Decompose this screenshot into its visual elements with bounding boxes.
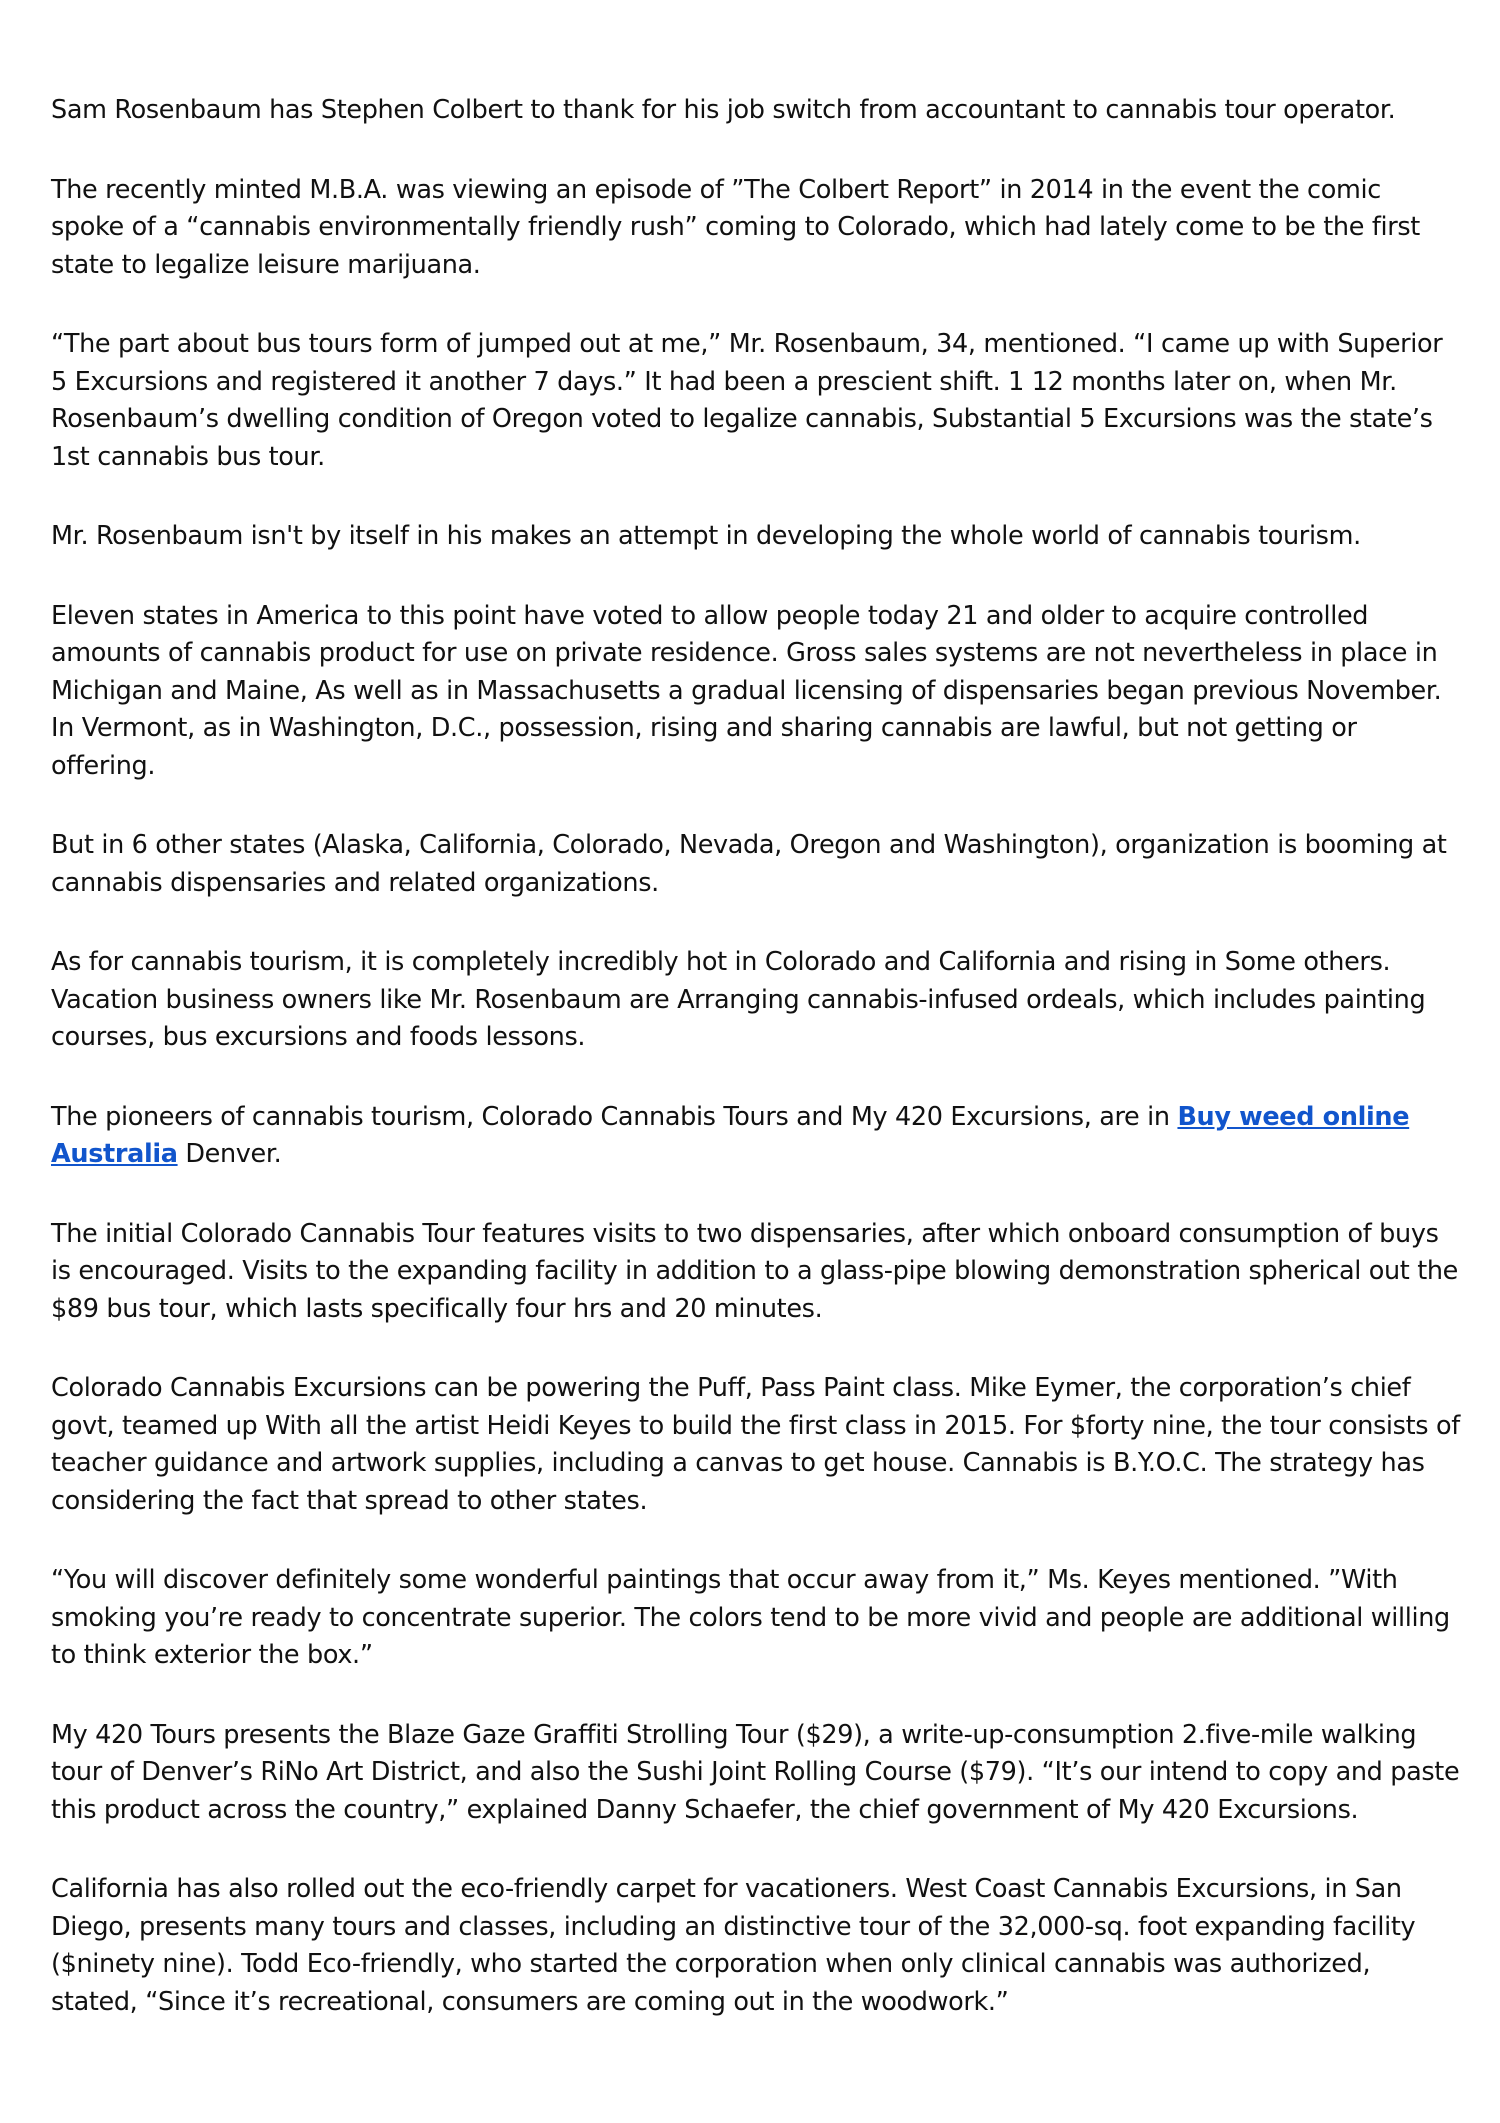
paragraph-2: The recently minted M.B.A. was viewing an episode of ”The Colbert Report” in 2014 in the event the comic spoke of a “cannabis environmentally friendly rush” coming to Colorado, which had lately come to be the first state to legalize leisure marijuana. bbox=[51, 174, 1420, 280]
paragraph-10: Colorado Cannabis Excursions can be powering the Puff, Pass Paint class. Mike Eymer, the corporation’s chief govt, teamed up With all the artist Heidi Keyes to build the first class in 2015. For $forty nine, the tour consists of teacher guidance and artwork supplies, including a canvas to get house. Cannabis is B.Y.O.C. The strategy has considering the fact that spread to other states. bbox=[51, 1373, 1460, 1516]
buy-weed-link[interactable]: Buy weed online Australia bbox=[51, 1101, 1410, 1169]
paragraph-1: Sam Rosenbaum has Stephen Colbert to thank for his job switch from accountant to cannabis tour operator. bbox=[51, 95, 1396, 125]
paragraph-3: “The part about bus tours form of jumped out at me,” Mr. Rosenbaum, 34, mentioned. “I came up with Superior 5 Excursions and registered it another 7 days.” It had been a prescient shift. 1 12 months later on, when Mr. Rosenbaum’s dwelling condition of Oregon voted to legalize cannabis, Substantial 5 Excursions was the state’s 1st cannabis bus tour. bbox=[51, 329, 1443, 472]
paragraph-5: Eleven states in America to this point have voted to allow people today 21 and older to acquire controlled amounts of cannabis product for use on private residence. Gross sales systems are not nevertheless in place in Michigan and Maine, As well as in Massachusetts a gradual licensing of dispensaries began previous November. In Vermont, as in Washington, D.C., possession, rising and sharing cannabis are lawful, but not getting or offering. bbox=[51, 600, 1442, 781]
paragraph-7: As for cannabis tourism, it is completely incredibly hot in Colorado and California and rising in Some others. Vacation business owners like Mr. Rosenbaum are Arranging cannabis-infused ordeals, which includes painting courses, bus excursions and foods lessons. bbox=[51, 947, 1426, 1052]
paragraph-6: But in 6 other states (Alaska, California, Colorado, Nevada, Oregon and Washington), organization is booming at cannabis dispensaries and related organizations. bbox=[51, 830, 1447, 898]
paragraph-11: “You will discover definitely some wonderful paintings that occur away from it,” Ms. Keyes mentioned. ”With smoking you’re ready to concentrate superior. The colors tend to be more vivid and people are additional willing to think exterior the box.” bbox=[51, 1565, 1450, 1670]
paragraph-4: Mr. Rosenbaum isn't by itself in his makes an attempt in developing the whole world of cannabis tourism. bbox=[51, 521, 1361, 551]
paragraph-9: The initial Colorado Cannabis Tour features visits to two dispensaries, after which onboard consumption of buys is encouraged. Visits to the expanding facility in addition to a glass-pipe blowing demonstration spherical out the $89 bus tour, which lasts specifically four hrs and 20 minutes. bbox=[51, 1218, 1459, 1324]
paragraph-12: My 420 Tours presents the Blaze Gaze Graffiti Strolling Tour ($29), a write-up-consumption 2.five-mile walking tour of Denver’s RiNo Art District, and also the Sushi Joint Rolling Course ($79). “It’s our intend to copy and paste this product across the country,” explained Danny Schaefer, the chief government of My 420 Excursions. bbox=[51, 1719, 1460, 1825]
paragraph-8-lead: The pioneers of cannabis tourism, Colorado Cannabis Tours and My 420 Excursions, are in bbox=[51, 1101, 1178, 1132]
paragraph-13: California has also rolled out the eco-friendly carpet for vacationers. West Coast Cannabis Excursions, in San Diego, presents many tours and classes, including an distinctive tour of the 32,000-sq. foot expanding facility ($ninety nine). Todd Eco-friendly, who started the corporation when only clinical cannabis was authorized, stated, “Since it’s recreational, consumers are coming out in the woodwork.” bbox=[51, 1874, 1416, 2017]
article-body bbox=[51, 92, 1461, 2063]
paragraph-8 bbox=[51, 1099, 1461, 1174]
paragraph-8-tail: Denver. bbox=[177, 1139, 282, 1169]
